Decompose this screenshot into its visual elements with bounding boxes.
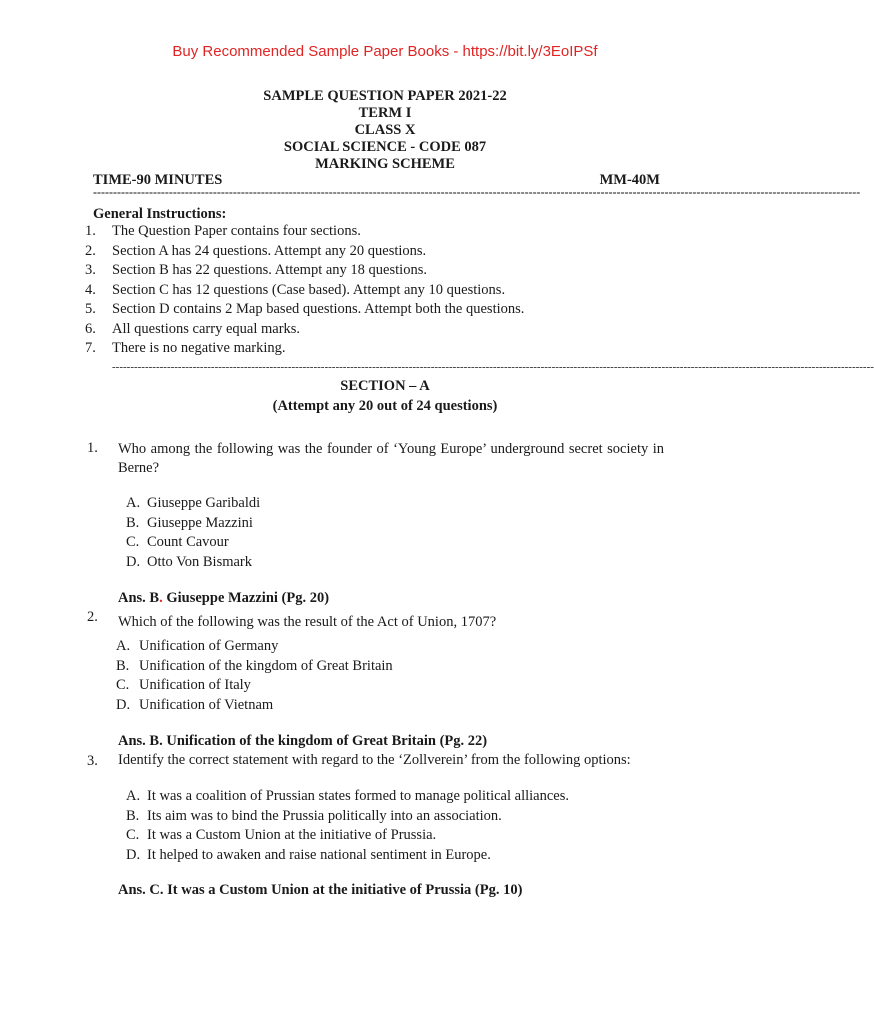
list-item: [85, 261, 524, 281]
question-text: Which of the following was the result of the Act of Union, 1707?: [118, 614, 497, 630]
item-text: The Question Paper contains four sections.: [112, 223, 361, 239]
option-item: [126, 846, 569, 866]
item-text: Section C has 12 questions (Case based). Attempt any 10 questions.: [112, 281, 506, 298]
list-item: [85, 222, 524, 242]
list-item: [85, 281, 524, 301]
option-letter: C.: [126, 534, 140, 550]
item-number: 7.: [85, 340, 96, 356]
item-number: 5.: [85, 301, 96, 317]
option-text: Unification of Germany: [139, 638, 279, 654]
section-title: SECTION – A: [340, 378, 430, 394]
list-item: [85, 339, 524, 359]
answer: Ans. C. It was a Custom Union at the initiative of Prussia (Pg. 10): [118, 882, 523, 898]
option-text: It was a Custom Union at the initiative of Prussia.: [147, 827, 437, 843]
option-letter: A.: [126, 788, 141, 804]
option-item: [126, 807, 569, 827]
answer: Ans. B. Unification of the kingdom of Great Britain (Pg. 22): [118, 733, 488, 749]
options-list: [116, 637, 393, 715]
option-text: Unification of the kingdom of Great Britain: [139, 657, 393, 674]
option-item: [116, 676, 393, 696]
item-text: There is no negative marking.: [112, 340, 286, 356]
option-text: It was a coalition of Prussian states formed to manage political alliances.: [147, 788, 569, 804]
header-line: SOCIAL SCIENCE - CODE 087: [283, 139, 487, 155]
options-list: [126, 787, 569, 865]
answer: [118, 590, 329, 607]
question-text: Identify the correct statement with regard to the ‘Zollverein’ from the following options:: [118, 752, 631, 768]
marks-label: MM-40M: [599, 172, 660, 188]
item-text: Section B has 22 questions. Attempt any 18 questions.: [112, 262, 427, 278]
question-text: Who among the following was the founder of ‘Young Europe’ underground secret society in Berne?: [118, 441, 664, 476]
list-item: [85, 300, 524, 320]
option-letter: B.: [126, 514, 140, 531]
option-item: [116, 637, 393, 657]
option-item: [126, 494, 260, 514]
answer-prefix: Ans. B: [118, 590, 160, 606]
option-letter: D.: [116, 696, 131, 713]
option-item: [126, 553, 260, 573]
item-number: 6.: [85, 320, 96, 337]
option-item: [126, 787, 569, 807]
item-text: Section D contains 2 Map based questions. Attempt both the questions.: [112, 301, 525, 317]
item-text: Section A has 24 questions. Attempt any 20 questions.: [112, 242, 427, 259]
question-number: 2.: [87, 609, 98, 625]
item-number: 2.: [85, 242, 96, 259]
item-number: 1.: [85, 223, 96, 239]
header-line: SAMPLE QUESTION PAPER 2021-22: [263, 88, 507, 104]
list-item: [85, 320, 524, 340]
option-letter: B.: [116, 657, 130, 674]
item-number: 4.: [85, 281, 96, 298]
option-text: Giuseppe Mazzini: [147, 514, 253, 531]
answer-dot: .: [159, 590, 163, 606]
header-line: TERM I: [358, 105, 412, 121]
option-text: Giuseppe Garibaldi: [147, 495, 261, 511]
option-text: Otto Von Bismark: [147, 553, 253, 570]
option-item: [126, 533, 260, 553]
list-item: [85, 242, 524, 262]
option-letter: C.: [116, 677, 130, 693]
instructions-title: General Instructions:: [93, 206, 227, 222]
option-text: Its aim was to bind the Prussia politically into an association.: [147, 807, 502, 824]
option-letter: A.: [126, 495, 141, 511]
option-text: Unification of Italy: [139, 677, 251, 693]
promo-link[interactable]: Buy Recommended Sample Paper Books - https://bit.ly/3EoIPSf: [172, 43, 598, 60]
item-text: All questions carry equal marks.: [112, 320, 301, 337]
option-letter: A.: [116, 638, 131, 654]
section-subtitle: (Attempt any 20 out of 24 questions): [272, 398, 498, 414]
option-text: Count Cavour: [147, 534, 229, 550]
header-line: MARKING SCHEME: [315, 156, 455, 172]
option-text: Unification of Vietnam: [139, 696, 274, 713]
answer-text: Giuseppe Mazzini (Pg. 20): [162, 590, 330, 606]
option-item: [116, 657, 393, 677]
divider: ----------------------------------------------------------------------------------------------------------------------------------------------------------------------------------------------------------------: [112, 361, 874, 373]
question-number: 1.: [87, 440, 98, 456]
option-item: [126, 826, 569, 846]
option-letter: D.: [126, 846, 141, 863]
option-item: [116, 696, 393, 716]
header-line: CLASS X: [354, 122, 416, 138]
question-number: 3.: [87, 753, 98, 769]
section-heading: [0, 376, 770, 416]
divider: ------------------------------------------------------------------------------------------------------------------------------------------------------------------------------------------------: [93, 185, 861, 199]
option-text: It helped to awaken and raise national sentiment in Europe.: [147, 846, 491, 863]
paper-header: [0, 88, 770, 173]
option-item: [126, 514, 260, 534]
instructions-list: [85, 222, 524, 359]
options-list: [126, 494, 260, 572]
option-letter: D.: [126, 553, 141, 570]
item-number: 3.: [85, 262, 96, 278]
option-letter: B.: [126, 807, 140, 824]
time-label: TIME-90 MINUTES: [93, 172, 223, 188]
option-letter: C.: [126, 827, 140, 843]
